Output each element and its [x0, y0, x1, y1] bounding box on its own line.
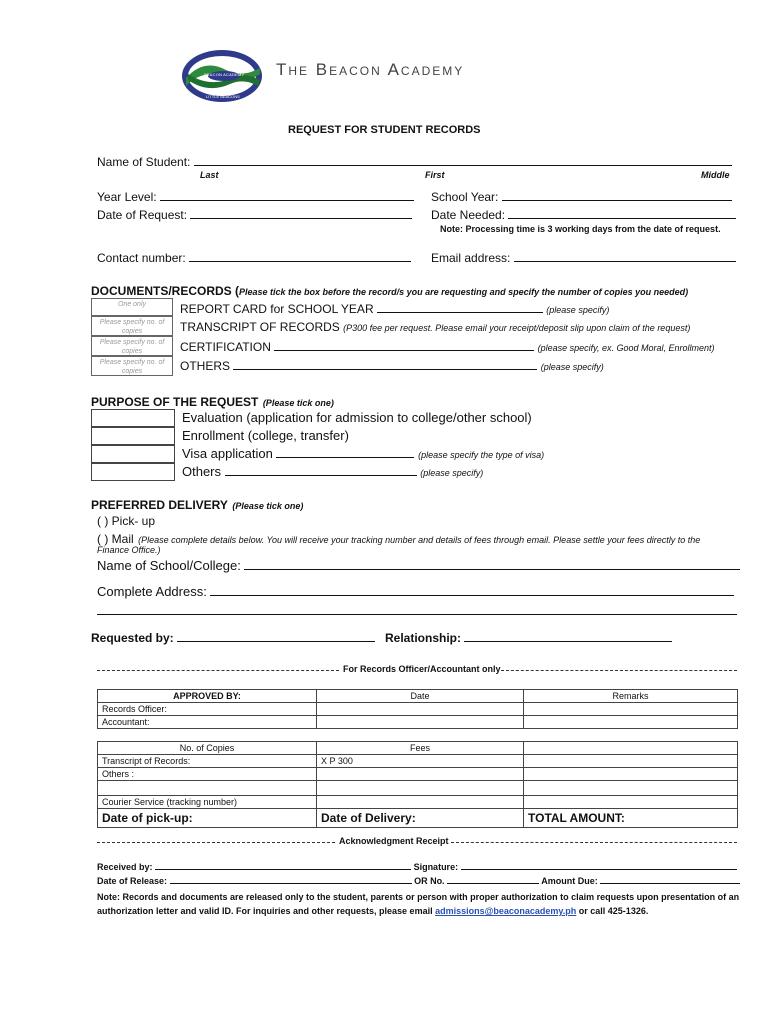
- mail-note: (Please complete details below. You will receive your tracking number and details of fees through email. Please settle your fees directly to the: [138, 535, 701, 545]
- academy-name: The Beacon Academy: [276, 60, 465, 79]
- signature-label: Signature:: [413, 862, 459, 872]
- name-part-first: First: [425, 170, 445, 180]
- purpose-item-enrollment: Enrollment (college, transfer): [182, 428, 349, 443]
- document-note: (please specify, ex. Good Moral, Enrollment): [537, 343, 715, 353]
- school-year-field[interactable]: [502, 189, 732, 201]
- fee-header: Fees: [317, 742, 524, 755]
- or-no-field[interactable]: [447, 874, 539, 884]
- document-item-report-card: [180, 301, 609, 316]
- contact-row: [97, 250, 411, 265]
- box-hint: Please specify no. of copies: [99, 359, 165, 375]
- approval-row-label: Records Officer:: [98, 703, 317, 716]
- purpose-checkbox-enrollment[interactable]: [91, 427, 175, 445]
- release-note-call: or call 425-1326.: [578, 906, 649, 916]
- others-purpose-field[interactable]: [225, 464, 417, 476]
- box-hint: Please specify no. of copies: [99, 339, 165, 355]
- fee-row-label: Courier Service (tracking number): [98, 796, 317, 809]
- purpose-instruction: (Please tick one): [262, 398, 334, 408]
- document-note: (please specify): [546, 305, 610, 315]
- school-year-row: [431, 189, 732, 204]
- mail-note-cont: Finance Office.): [97, 545, 161, 555]
- delivery-instruction: (Please tick one): [232, 501, 304, 511]
- academy-logo: [180, 48, 264, 104]
- date-needed-field[interactable]: [508, 207, 736, 219]
- relationship-row: [385, 630, 672, 645]
- address-row: [97, 584, 734, 599]
- fee-cell[interactable]: [317, 781, 524, 796]
- document-label: OTHERS: [180, 359, 231, 373]
- logo-text-bottom: LITTLE BEACONS: [206, 94, 240, 99]
- logo-text-top: BEACON ACADEMY: [204, 72, 245, 77]
- approval-row-label: Accountant:: [98, 716, 317, 729]
- signature-field[interactable]: [461, 860, 737, 870]
- fee-blank-cell[interactable]: [524, 781, 738, 796]
- report-card-year-field[interactable]: [377, 301, 543, 313]
- fee-row-label: [98, 781, 317, 796]
- email-field[interactable]: [514, 250, 736, 262]
- fee-cell[interactable]: X P 300: [317, 755, 524, 768]
- date-request-row: [97, 207, 412, 222]
- school-name-field[interactable]: [244, 558, 740, 570]
- delivery-heading: PREFERRED DELIVERY: [91, 498, 228, 512]
- admissions-email-link[interactable]: admissions@beaconacademy.ph: [435, 906, 577, 916]
- mail-option[interactable]: ( ) Mail: [97, 532, 134, 546]
- year-level-row: [97, 189, 414, 204]
- fee-header: No. of Copies: [98, 742, 317, 755]
- document-label: TRANSCRIPT OF RECORDS: [180, 320, 340, 334]
- or-no-label: OR No.: [414, 876, 445, 886]
- document-note: (P300 fee per request. Please email your receipt/deposit slip upon claim of the request): [343, 323, 691, 333]
- school-name-row: [97, 558, 740, 573]
- requested-by-field[interactable]: [177, 630, 375, 642]
- release-row: [97, 874, 740, 886]
- year-level-field[interactable]: [160, 189, 414, 201]
- email-label: Email address:: [431, 251, 511, 265]
- purpose-item-evaluation: Evaluation (application for admission to college/other school): [182, 410, 532, 425]
- address-label: Complete Address:: [97, 584, 207, 599]
- fee-blank-cell[interactable]: [524, 796, 738, 809]
- student-name-label: Name of Student:: [97, 155, 191, 169]
- processing-note: Note: Processing time is 3 working days from the date of request.: [440, 224, 721, 234]
- purpose-checkbox-visa[interactable]: [91, 445, 175, 463]
- received-by-field[interactable]: [155, 860, 411, 870]
- release-note-line-1: Note: Records and documents are released only to the student, parents or person with proper authorization to claim requests upon presentation of an: [97, 892, 740, 902]
- office-divider-label: For Records Officer/Accountant only: [343, 664, 501, 674]
- year-level-label: Year Level:: [97, 190, 157, 204]
- date-request-label: Date of Request:: [97, 208, 188, 222]
- document-item-transcript: [180, 320, 690, 334]
- document-label: REPORT CARD for SCHOOL YEAR: [180, 302, 374, 316]
- purpose-note: (please specify): [420, 468, 484, 478]
- name-part-last: Last: [200, 170, 219, 180]
- document-note: (please specify): [540, 362, 604, 372]
- documents-instruction: Please tick the box before the record/s you are requesting and specify the number of copies you needed): [239, 287, 689, 297]
- student-name-field[interactable]: [194, 154, 732, 166]
- fee-blank-cell: [524, 742, 738, 755]
- requested-by-row: [91, 630, 375, 645]
- date-request-field[interactable]: [190, 207, 412, 219]
- approval-header: Date: [317, 690, 524, 703]
- fee-blank-cell[interactable]: [524, 768, 738, 781]
- approval-remarks-cell[interactable]: [524, 703, 738, 716]
- purpose-checkbox-evaluation[interactable]: [91, 409, 175, 427]
- fee-cell[interactable]: [317, 768, 524, 781]
- contact-field[interactable]: [189, 250, 411, 262]
- document-checkbox-others[interactable]: [91, 356, 173, 376]
- fee-blank-cell[interactable]: [524, 755, 738, 768]
- date-needed-label: Date Needed:: [431, 208, 506, 222]
- amount-due-field[interactable]: [600, 874, 740, 884]
- purpose-label: Visa application: [182, 446, 273, 461]
- delivery-heading-row: [91, 496, 303, 514]
- documents-heading: DOCUMENTS/RECORDS (: [91, 284, 240, 298]
- release-note-text: authorization letter and valid ID. For inquiries and other requests, please email: [97, 906, 433, 916]
- release-note-line-2: [97, 906, 648, 916]
- document-label: CERTIFICATION: [180, 340, 271, 354]
- school-name-label: Name of School/College:: [97, 558, 241, 573]
- student-name-row: [97, 154, 732, 169]
- approval-header: APPROVED BY:: [98, 690, 317, 703]
- purpose-item-visa: [182, 446, 544, 461]
- document-item-certification: [180, 339, 714, 354]
- pickup-option[interactable]: ( ) Pick- up: [97, 514, 156, 528]
- receipt-divider: [97, 836, 737, 848]
- delivery-date-cell[interactable]: Date of Delivery:: [317, 809, 524, 828]
- mail-option-row: [97, 530, 700, 548]
- relationship-field[interactable]: [464, 630, 672, 642]
- purpose-note: (please specify the type of visa): [418, 450, 545, 460]
- received-by-label: Received by:: [97, 862, 153, 872]
- box-hint: Please specify no. of copies: [99, 319, 165, 335]
- address-field-line-2[interactable]: [97, 614, 737, 615]
- document-checkbox-certification[interactable]: [91, 336, 173, 356]
- email-row: [431, 250, 736, 265]
- fee-row-label: Transcript of Records:: [98, 755, 317, 768]
- receipt-divider-label: Acknowledgment Receipt: [339, 836, 449, 846]
- purpose-heading: PURPOSE OF THE REQUEST: [91, 395, 259, 409]
- contact-label: Contact number:: [97, 251, 186, 265]
- approval-table: [97, 689, 738, 729]
- document-checkbox-transcript[interactable]: [91, 316, 173, 336]
- purpose-item-others: [182, 464, 483, 479]
- fee-row-label: Others :: [98, 768, 317, 781]
- form-title: REQUEST FOR STUDENT RECORDS: [288, 124, 481, 136]
- document-checkbox-report-card[interactable]: [91, 298, 173, 316]
- address-field[interactable]: [210, 584, 734, 596]
- amount-due-label: Amount Due:: [541, 876, 598, 886]
- visa-type-field[interactable]: [276, 446, 414, 458]
- school-year-label: School Year:: [431, 190, 499, 204]
- name-part-middle: Middle: [701, 170, 730, 180]
- document-item-others: [180, 358, 604, 373]
- requested-by-label: Requested by:: [91, 631, 174, 645]
- approval-date-cell[interactable]: [317, 716, 524, 729]
- approval-header: Remarks: [524, 690, 738, 703]
- date-needed-row: [431, 207, 736, 222]
- purpose-checkbox-others[interactable]: [91, 463, 175, 481]
- others-document-field[interactable]: [233, 358, 537, 370]
- approval-remarks-cell[interactable]: [524, 716, 738, 729]
- received-by-row: [97, 860, 737, 872]
- office-divider: [97, 664, 737, 676]
- date-release-field[interactable]: [170, 874, 412, 884]
- total-amount-cell[interactable]: TOTAL AMOUNT:: [524, 809, 738, 828]
- relationship-label: Relationship:: [385, 631, 462, 645]
- approval-date-cell[interactable]: [317, 703, 524, 716]
- purpose-label: Others: [182, 464, 222, 479]
- box-hint: One only: [117, 301, 147, 308]
- certification-field[interactable]: [274, 339, 534, 351]
- fee-cell[interactable]: [317, 796, 524, 809]
- date-release-label: Date of Release:: [97, 876, 168, 886]
- fee-table: [97, 741, 738, 828]
- documents-heading-row: [91, 282, 688, 300]
- pickup-date-cell[interactable]: Date of pick-up:: [98, 809, 317, 828]
